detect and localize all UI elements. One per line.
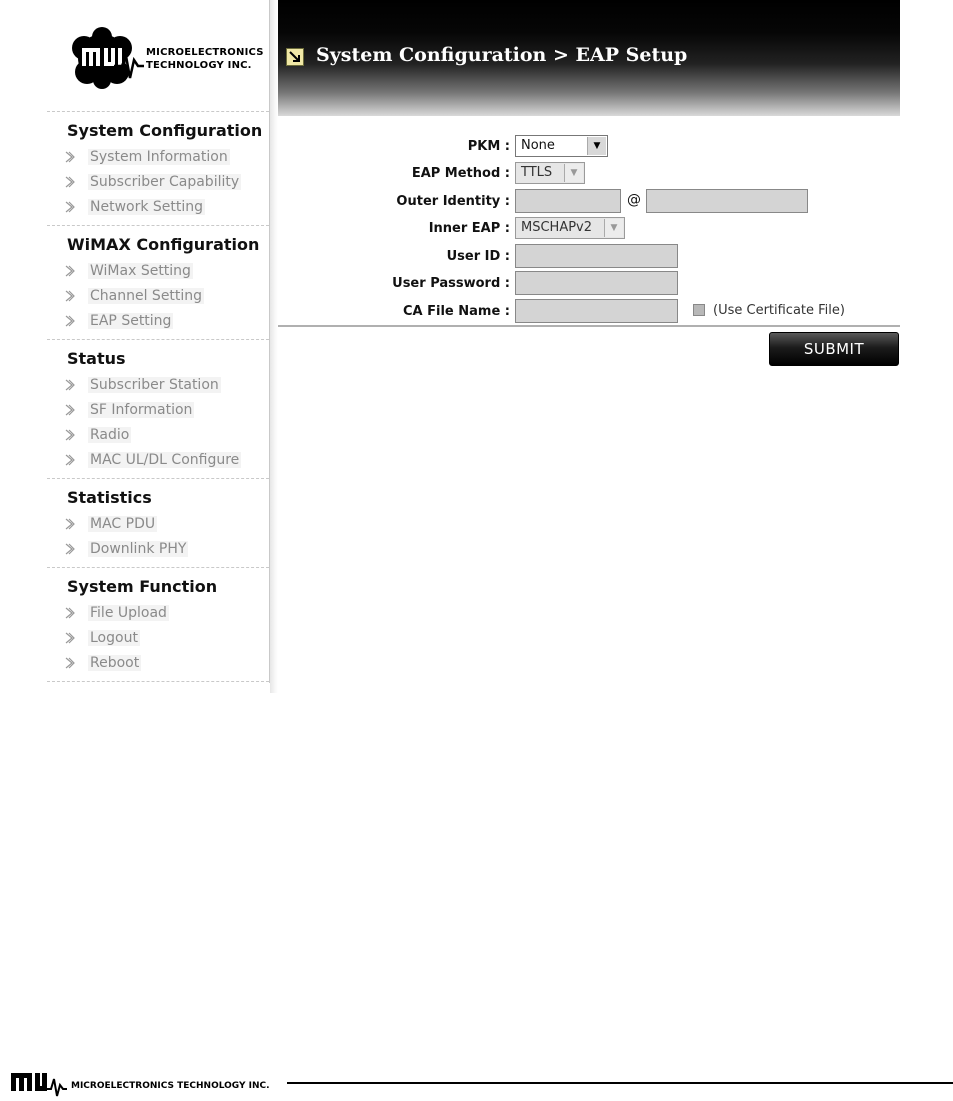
chevron-down-icon: ▼ [587,137,606,155]
sidebar-item-label: Radio [90,427,130,443]
section-title-status: Status [67,349,126,368]
pkm-label: PKM : [467,139,510,154]
user-id-field[interactable] [515,244,678,268]
logo-text-line2: TECHNOLOGY INC. [146,60,252,71]
sidebar-item-label: System Information [90,149,228,165]
sidebar-item-label: Downlink PHY [90,541,187,557]
form-divider [278,325,900,327]
sidebar-item-file-upload[interactable] [65,603,169,623]
sidebar-item-downlink-phy[interactable] [65,539,188,559]
sidebar-item-label: EAP Setting [90,313,172,329]
eap-method-select-value: TTLS [521,165,553,180]
logo-text-line1: MICROELECTRONICS [146,47,264,58]
arrow-right-icon [65,429,75,441]
page-title: System Configuration > EAP Setup [316,44,688,66]
divider [47,567,269,568]
arrow-right-icon [65,379,75,391]
arrow-right-icon [65,290,75,302]
sidebar-item-logout[interactable] [65,628,140,648]
arrow-right-icon [65,657,75,669]
at-symbol: @ [627,192,641,208]
use-certificate-checkbox[interactable] [693,304,705,316]
user-id-label: User ID : [446,249,510,264]
sidebar-item-label: Network Setting [90,199,204,215]
sidebar-item-sf-information[interactable] [65,400,194,420]
outer-identity-user-field[interactable] [515,189,621,213]
sidebar-item-eap-setting[interactable] [65,311,173,331]
sidebar-item-radio[interactable] [65,425,131,445]
sidebar-item-system-information[interactable] [65,147,230,167]
sidebar-item-label: Subscriber Capability [90,174,240,190]
sidebar-item-subscriber-station[interactable] [65,375,221,395]
pkm-select-value: None [521,138,555,153]
page-header [278,0,900,116]
arrow-right-icon [65,404,75,416]
outer-identity-realm-field[interactable] [646,189,808,213]
arrow-right-icon [65,315,75,327]
arrow-right-icon [65,151,75,163]
sidebar-item-reboot[interactable] [65,653,141,673]
section-title-statistics: Statistics [67,488,152,507]
divider [47,339,269,340]
outer-identity-label: Outer Identity : [396,194,510,209]
pkm-select[interactable] [515,135,608,157]
sidebar-item-label: MAC PDU [90,516,156,532]
sidebar-item-network-setting[interactable] [65,197,205,217]
divider [47,225,269,226]
company-logo [62,20,262,96]
inner-eap-select-value: MSCHAPv2 [521,220,593,235]
sidebar-item-label: SF Information [90,402,193,418]
user-password-field[interactable] [515,271,678,295]
arrow-right-icon [65,607,75,619]
user-password-label: User Password : [392,276,510,291]
footer-brand-text: MICROELECTRONICS TECHNOLOGY INC. [71,1081,270,1091]
arrow-right-icon [65,518,75,530]
sidebar-item-label: File Upload [90,605,167,621]
chevron-down-icon: ▼ [564,164,583,182]
divider [47,681,269,682]
arrow-down-right-icon [286,48,304,66]
eap-method-label: EAP Method : [411,166,510,181]
sidebar-item-label: Channel Setting [90,288,203,304]
inner-eap-select[interactable] [515,217,625,239]
sidebar-item-label: MAC UL/DL Configure [90,452,240,468]
inner-eap-label: Inner EAP : [428,221,510,236]
use-certificate-label: (Use Certificate File) [713,303,845,318]
sidebar-item-mac-pdu[interactable] [65,514,157,534]
sidebar-item-subscriber-capability[interactable] [65,172,241,192]
sidebar-shadow [270,0,278,693]
arrow-right-icon [65,454,75,466]
ca-file-name-label: CA File Name : [402,304,510,319]
section-title-wimax-configuration: WiMAX Configuration [67,235,260,254]
footer-logo [9,1069,289,1097]
sidebar-item-label: Logout [90,630,138,646]
eap-method-select[interactable] [515,162,585,184]
sidebar [47,0,270,683]
section-title-system-function: System Function [67,577,218,596]
sidebar-item-label: Subscriber Station [90,377,219,393]
chevron-down-icon: ▼ [604,219,623,237]
sidebar-item-label: Reboot [90,655,140,671]
arrow-right-icon [65,632,75,644]
submit-button[interactable]: SUBMIT [769,332,899,366]
ca-file-name-field[interactable] [515,299,678,323]
divider [47,111,269,112]
sidebar-item-channel-setting[interactable] [65,286,204,306]
arrow-right-icon [65,543,75,555]
sidebar-item-wimax-setting[interactable] [65,261,193,281]
arrow-right-icon [65,265,75,277]
section-title-system-configuration: System Configuration [67,121,263,140]
arrow-right-icon [65,176,75,188]
divider [47,478,269,479]
arrow-right-icon [65,201,75,213]
sidebar-item-mac-ul-dl-configure[interactable] [65,450,241,470]
footer-rule [287,1082,953,1084]
sidebar-item-label: WiMax Setting [90,263,191,279]
